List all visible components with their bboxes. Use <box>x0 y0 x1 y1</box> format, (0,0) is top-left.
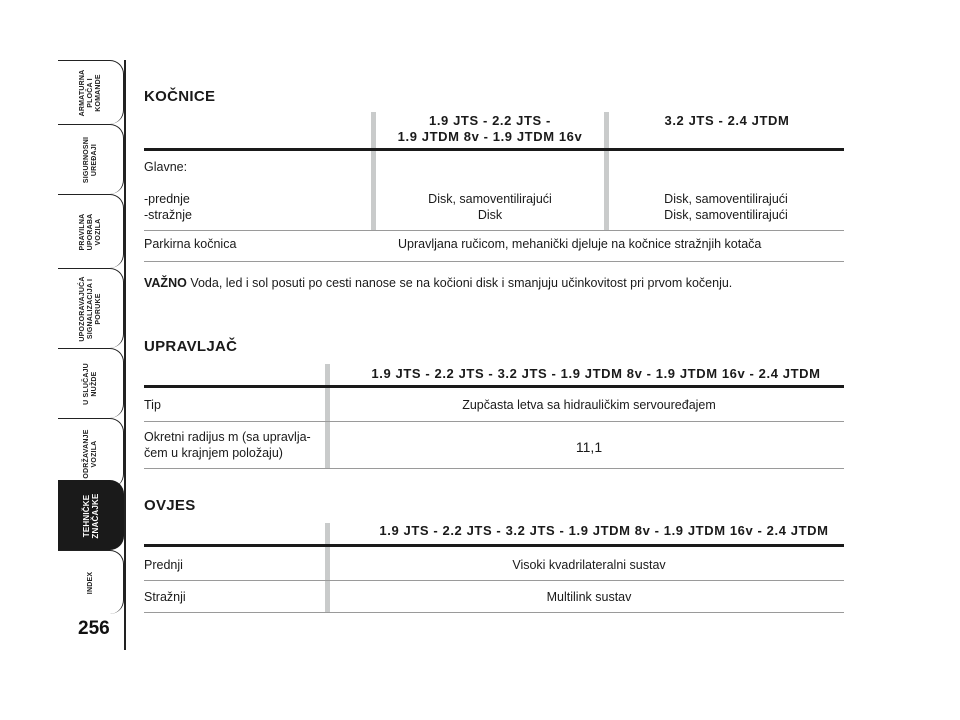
row-divider <box>144 612 844 613</box>
suspension-header-rule <box>144 544 844 547</box>
front-suspension-label: Prednji <box>144 558 183 572</box>
section-title-steering: UPRAVLJAČ <box>144 338 238 355</box>
sidebar-divider <box>124 60 126 650</box>
brakes-col1-header-line2: 1.9 JTDM 8v - 1.9 JTDM 16v <box>397 129 583 144</box>
steering-header-rule <box>144 385 844 388</box>
tab-label: ODRŽAVANJE VOZILA <box>82 428 98 479</box>
column-divider <box>371 112 376 230</box>
row-divider <box>144 261 844 262</box>
rear-suspension-value: Multilink sustav <box>546 590 632 604</box>
tab-label: UPOZORAVAJUĆA SIGNALIZACIJA I PORUKE <box>78 275 102 342</box>
steering-header: 1.9 JTS - 2.2 JTS - 3.2 JTS - 1.9 JTDM 8v - 1.9 JTDM 16v - 2.4 JTDM <box>371 366 821 381</box>
brakes-rear-label: -stražnje <box>144 208 192 222</box>
tab-label: TEHNIČKE ZNAČAJKE <box>81 492 100 539</box>
tab-technical-specs[interactable] <box>58 480 124 550</box>
parking-brake-label: Parkirna kočnica <box>144 237 237 251</box>
row-divider <box>144 421 844 422</box>
row-divider <box>144 230 844 231</box>
brakes-front-col1: Disk, samoventilirajući <box>428 192 552 206</box>
tab-warnings-messages[interactable] <box>58 268 124 348</box>
note-text: Voda, led i sol posuti po cesti nanose se na kočioni disk i smanjuju učinkovitost pri prvom kočenju. <box>190 276 733 290</box>
brakes-front-label: -prednje <box>144 192 190 206</box>
column-divider <box>604 112 609 230</box>
steering-type-label: Tip <box>144 398 161 412</box>
turning-radius-label-2: čem u krajnjem položaju) <box>144 446 283 460</box>
turning-radius-label-1: Okretni radijus m (sa upravlja- <box>144 430 311 444</box>
note-emphasis: VAŽNO <box>144 276 187 290</box>
row-divider <box>144 468 844 469</box>
tab-label: SIGURNOSNI UREĐAJI <box>82 136 98 183</box>
tab-maintenance[interactable] <box>58 418 124 488</box>
section-title-suspension: OVJES <box>144 497 196 514</box>
brakes-col1-header-line1: 1.9 JTS - 2.2 JTS - <box>429 113 551 128</box>
row-divider <box>144 580 844 581</box>
section-title-brakes: KOČNICE <box>144 88 216 105</box>
front-suspension-value: Visoki kvadrilateralni sustav <box>512 558 666 572</box>
rear-suspension-label: Stražnji <box>144 590 186 604</box>
turning-radius-value: 11,1 <box>575 439 603 455</box>
tab-index[interactable] <box>58 550 124 614</box>
tab-safety-devices[interactable] <box>58 124 124 194</box>
brakes-main-label: Glavne: <box>144 160 188 174</box>
brakes-header-rule <box>144 148 844 151</box>
tab-label: U SLUČAJU NUŽDE <box>82 362 98 405</box>
column-divider <box>325 523 330 612</box>
column-divider <box>325 364 330 469</box>
tab-dashboard-controls[interactable] <box>58 60 124 124</box>
brakes-rear-col2: Disk, samoventilirajući <box>664 208 788 222</box>
tab-label: ARMATURNA PLOČA I KOMANDE <box>78 69 102 116</box>
tab-label: PRAVILNA UPORABA VOZILA <box>78 213 102 250</box>
brakes-note <box>144 276 732 291</box>
tab-emergency[interactable] <box>58 348 124 418</box>
steering-type-value: Zupčasta letva sa hidrauličkim servouređajem <box>462 398 716 412</box>
brakes-front-col2: Disk, samoventilirajući <box>664 192 788 206</box>
tab-proper-use[interactable] <box>58 194 124 268</box>
page-number: 256 <box>78 618 110 639</box>
brakes-col2-header: 3.2 JTS - 2.4 JTDM <box>664 113 790 128</box>
brakes-rear-col1: Disk <box>477 208 503 222</box>
parking-brake-value: Upravljana ručicom, mehanički djeluje na kočnice stražnjih kotača <box>398 237 762 251</box>
tab-label: INDEX <box>86 571 94 594</box>
suspension-header: 1.9 JTS - 2.2 JTS - 3.2 JTS - 1.9 JTDM 8v - 1.9 JTDM 16v - 2.4 JTDM <box>379 523 829 538</box>
